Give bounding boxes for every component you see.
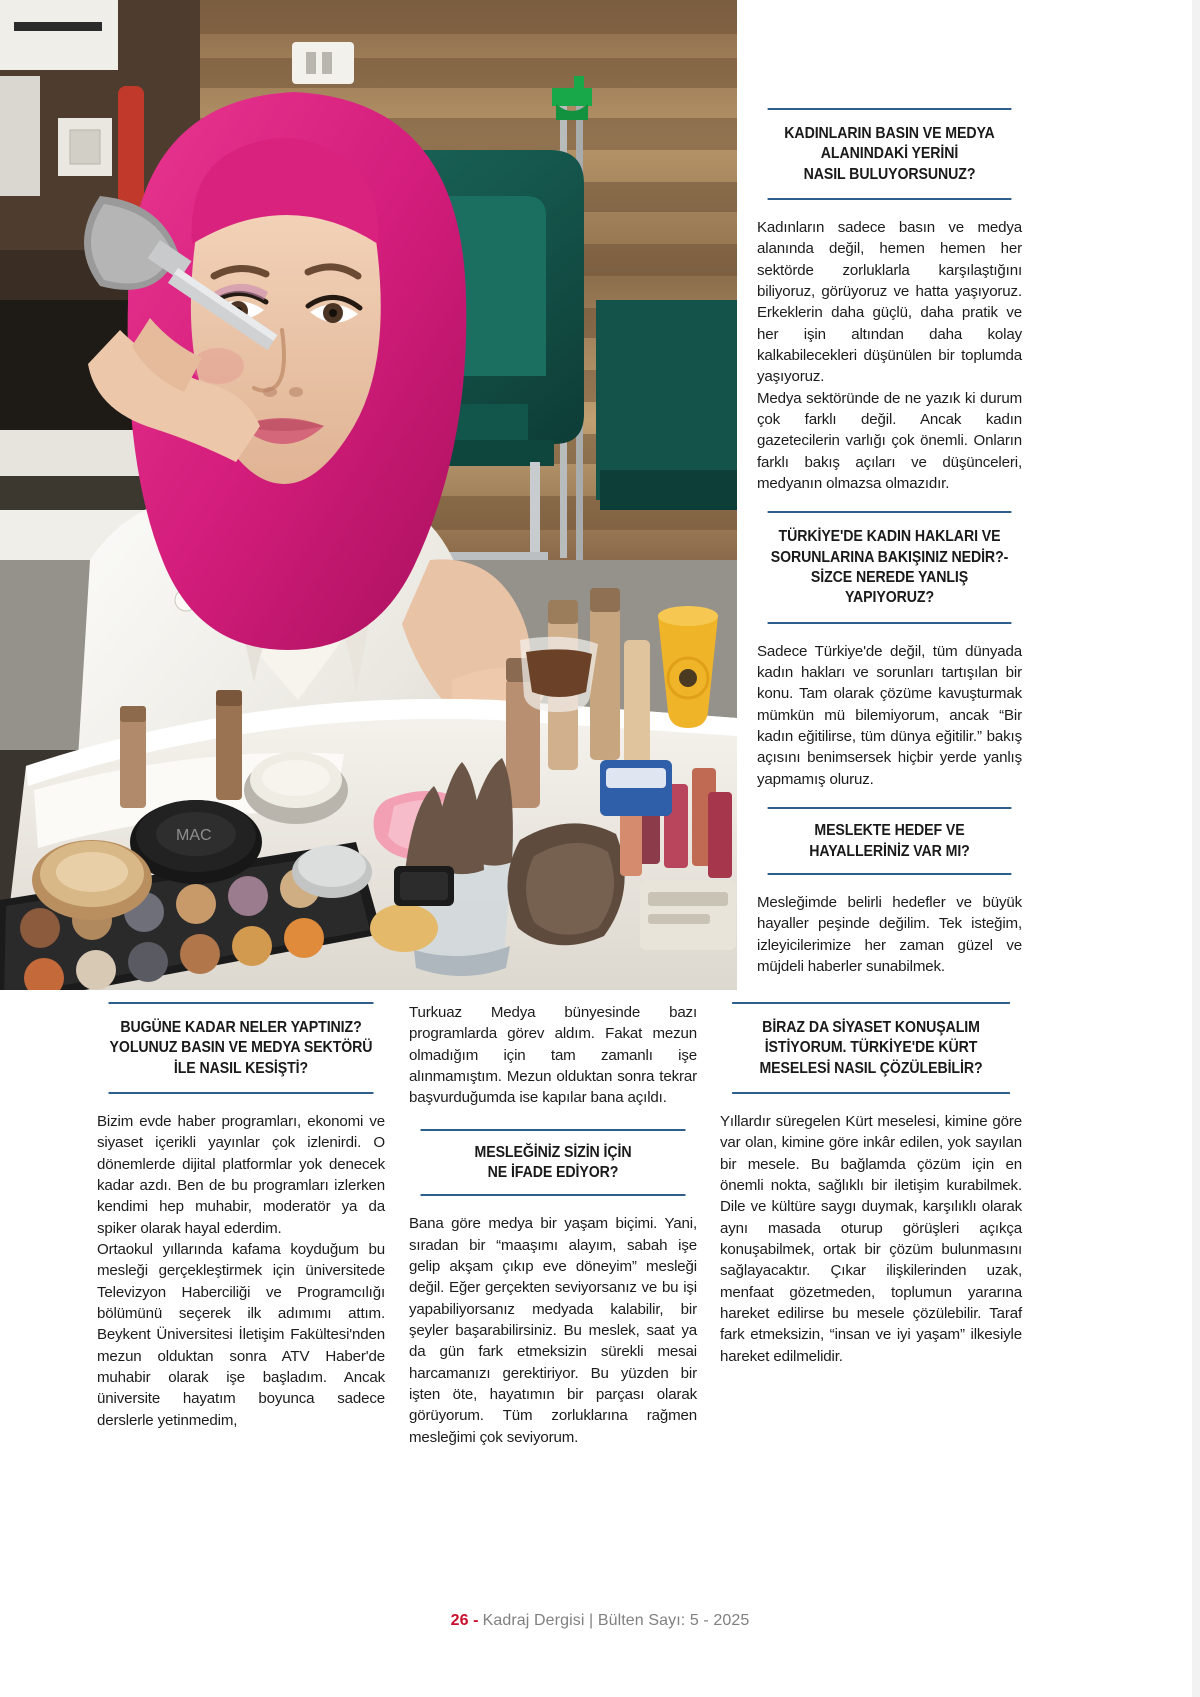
answer-paragraph-5: Bana göre medya bir yaşam biçimi. Yani, sıradan bir “maaşımı alayım, sabah işe gelip akşam çıkıp eve döneyim” mesleği değil. Eğer gerçekten seviyorsanız ve bu işi yapabiliyorsanız medyada kalabilir, bir şeyler başarabilirsiniz. Bu meslek, saat ya da gün fark etmeksizin sürekli mesai harcamanızı gerektiriyor. Bu yüzden bir işten öte, hayatımın bir parçası olarak görüyorum. Tüm zorluklarına rağmen mesleğimi çok seviyorum. <box>409 1215 697 1446</box>
answer-paragraph-6: Yıllardır süregelen Kürt meselesi, kimine göre var olan, kimine göre inkâr edilen, yok sayılan bir mesele. Bu bağlamda çözüm için en önemli nokta, sağlıklı bir iletişim kurabilmek. Dile ve kültüre saygı duymak, karşılıklı olarak aynı masada oturup görüşleri açıkça konuşabilmek, ortak bir çözüm bulunmasını sağlayacaktır. Çıkar ilişkilerinden uzak, menfaat gözetmeden, toplumun yararına hareket edilirse bu mesele çözülebilir. Taraf fark etmeksizin, “insan ve iyi yaşam” ilkesiyle hareket edilmelidir. <box>720 1112 1022 1365</box>
footer-text: Kadraj Dergisi | Bülten Sayı: 5 - 2025 <box>482 1612 750 1629</box>
page-footer <box>0 1612 1200 1630</box>
question-heading-1: KADINLARIN BASIN VE MEDYA ALANINDAKİ YERİNİ NASIL BULUYORSUNUZ? <box>768 108 1012 200</box>
photo-illustration <box>0 0 737 990</box>
question-heading-6: BİRAZ DA SİYASET KONUŞALIM İSTİYORUM. TÜRKİYE'DE KÜRT MESELESİ NASIL ÇÖZÜLEBİLİR? <box>732 1002 1010 1094</box>
makeup-artist-photo <box>0 0 737 990</box>
answer-paragraph-4b: Ortaokul yıllarında kafama koyduğum bu mesleği gerçekleştirmek için üniversitede Televizyon Haberciliği ve Programcılığı bölümünü seçerek ilk adımımı attım. Beykent Üniversitesi İletişim Fakültesi'nden mezun olduktan sonra ATV Haber'de muhabir olarak işe başladım. Ancak üniversite hayatım boyunca sadece derslerle yetinmedim, <box>97 1241 385 1429</box>
right-bottom-column <box>720 1002 1022 1367</box>
question-heading-3: MESLEKTE HEDEF VE HAYALLERİNİZ VAR MI? <box>768 807 1012 875</box>
answer-paragraph-4a: Bizim evde haber programları, ekonomi ve siyaset içerikli yayınlar çok izlenirdi. O dönemlerde dijital platformlar yok denecek kadar azdı. Ben de bu programları izlerken kendimi hep muhabir, moderatör ya da spiker olarak hayal ederdim. <box>97 1112 385 1237</box>
answer-paragraph-3: Mesleğimde belirli hedefler ve büyük hayaller peşinde değilim. Tek isteğim, izleyicilerimize her zaman güzel ve müjdeli haberler sunabilmek. <box>757 893 1022 975</box>
answer-paragraph-5-intro: Turkuaz Medya bünyesinde bazı programlarda görev aldım. Fakat mezun olmadığım için tam zamanlı işe alınmamıştım. Mezun olduktan sonra tekrar başvurduğumda ise kapılar bana açıldı. <box>409 1004 697 1107</box>
answer-paragraph-1a: Kadınların sadece basın ve medya alanında değil, hemen hemen her sektörde zorluklarla karşılaştığını biliyoruz, görüyoruz ve hatta yaşıyoruz. Erkeklerin daha güçlü, daha pratik ve her işin altından daha kolay kalkabilecekleri düşünülen bir toplumda yaşıyoruz. <box>757 218 1022 386</box>
answer-paragraph-2: Sadece Türkiye'de değil, tüm dünyada kadın hakları ve sorunları tartışılan bir konu. Tam olarak çözüme kavuşturmak mümkün mü bilemiyorum, ancak “Bir kadın eğitilirse, tüm dünya eğitilir.” bakış açısını benimsersek hiçbir yerde yanlış yapmamış oluruz. <box>757 642 1022 788</box>
mid-bottom-column <box>409 1002 697 1448</box>
question-heading-5: MESLEĞİNİZ SİZİN İÇİN NE İFADE EDİYOR? <box>421 1129 686 1197</box>
svg-text:MAC: MAC <box>176 827 212 844</box>
page-number: 26 - <box>450 1612 479 1629</box>
answer-paragraph-1b: Medya sektöründe de ne yazık ki durum çok farklı değil. Ancak kadın gazetecilerin varlığı çok önemli. Onların farklı bakış açıları ve düşünceleri, medyanın olmazsa olmazıdır. <box>757 389 1022 493</box>
right-top-column <box>757 108 1022 977</box>
question-heading-4: BUGÜNE KADAR NELER YAPTINIZ? YOLUNUZ BASIN VE MEDYA SEKTÖRÜ İLE NASIL KESİŞTİ? <box>109 1002 374 1094</box>
page-edge-strip <box>1192 0 1200 1697</box>
left-bottom-column <box>97 1002 385 1431</box>
question-heading-2: TÜRKİYE'DE KADIN HAKLARI VE SORUNLARINA BAKIŞINIZ NEDİR?- SİZCE NEREDE YANLIŞ YAPIYORUZ? <box>768 511 1012 623</box>
